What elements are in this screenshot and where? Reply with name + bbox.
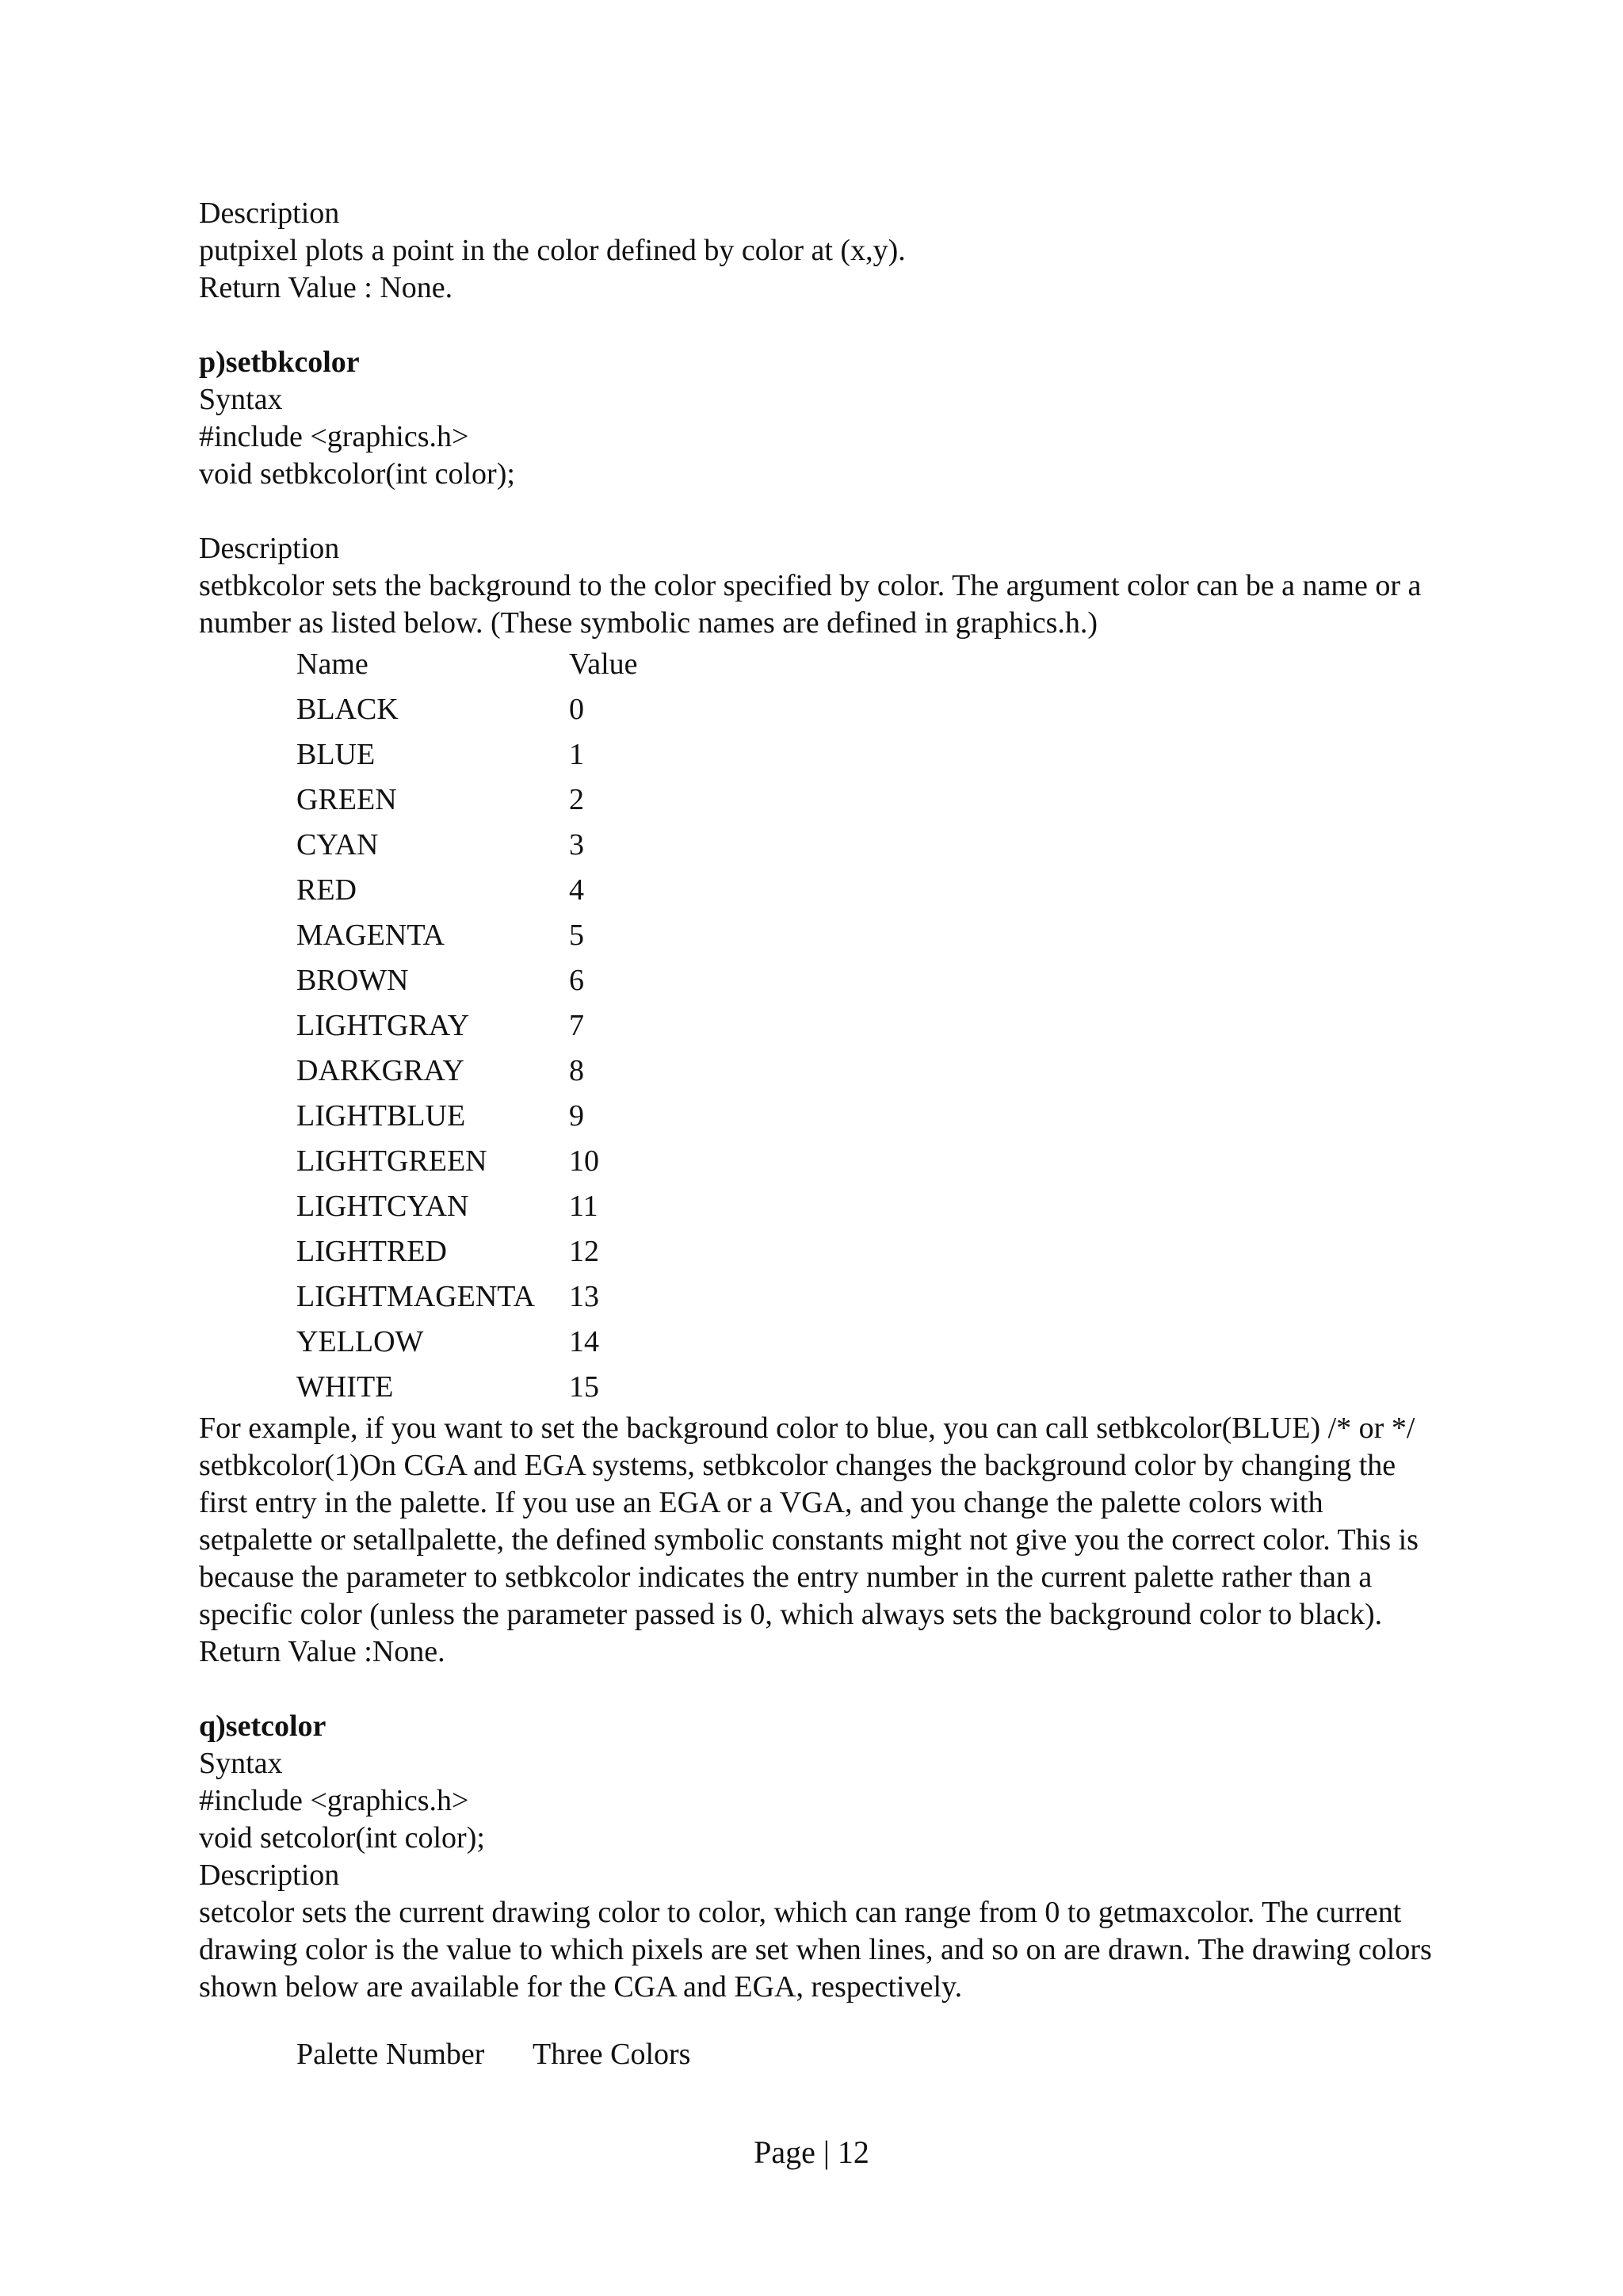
palette-number-header: Palette Number bbox=[296, 2038, 485, 2071]
putpixel-description-heading: Description bbox=[199, 197, 340, 230]
putpixel-description-text: putpixel plots a point in the color defined by color at (x,y). bbox=[199, 234, 906, 267]
color-name-cell: LIGHTBLUE bbox=[296, 1099, 466, 1133]
table-row bbox=[296, 1049, 638, 1094]
setbkcolor-syntax-label: Syntax bbox=[199, 383, 283, 416]
table-row bbox=[296, 913, 638, 958]
color-name-cell: LIGHTGREEN bbox=[296, 1144, 487, 1178]
color-name-cell: BLUE bbox=[296, 738, 376, 771]
setcolor-include-line: #include <graphics.h> bbox=[199, 1784, 469, 1817]
setcolor-prototype: void setcolor(int color); bbox=[199, 1821, 485, 1855]
color-name-cell: LIGHTCYAN bbox=[296, 1190, 469, 1223]
setcolor-title: q)setcolor bbox=[199, 1710, 327, 1743]
color-value-cell: 0 bbox=[569, 693, 584, 726]
setbkcolor-description-text: setbkcolor sets the background to the color specified by color. The argument color can be a name or a number as listed below. (These symbolic names are defined in graphics.h.) bbox=[199, 569, 1422, 640]
color-value-cell: 8 bbox=[569, 1054, 584, 1087]
table-row bbox=[296, 1365, 638, 1410]
color-name-cell: LIGHTMAGENTA bbox=[296, 1280, 535, 1313]
three-colors-header: Three Colors bbox=[533, 2038, 691, 2071]
table-row bbox=[296, 1139, 638, 1184]
color-value-cell: 5 bbox=[569, 919, 584, 952]
table-row bbox=[296, 958, 638, 1003]
setbkcolor-after-table-text: For example, if you want to set the background color to blue, you can call setbkcolor(BLUE) /* or */ setbkcolor(1)On CGA and EGA systems, setbkcolor changes the background color by changing the first entry in the palette. If you use an EGA or a VGA, and you change the palette colors with setpalette or setallpalette, the defined symbolic constants might not give you the correct color. This is because the parameter to setbkcolor indicates the entry number in the current palette rather than a specific color (unless the parameter passed is 0, which always sets the background color to black). bbox=[199, 1412, 1419, 1631]
table-row bbox=[296, 1320, 638, 1365]
table-row bbox=[296, 777, 638, 823]
table-row bbox=[296, 732, 638, 777]
putpixel-return-value: Return Value : None. bbox=[199, 271, 453, 304]
spacer bbox=[199, 1671, 1435, 1708]
color-value-table bbox=[296, 642, 638, 1410]
table-row bbox=[296, 1229, 638, 1274]
table-row bbox=[296, 1274, 638, 1320]
color-name-cell: MAGENTA bbox=[296, 919, 445, 952]
table-row bbox=[296, 1184, 638, 1229]
table-row bbox=[296, 823, 638, 868]
color-value-cell: 2 bbox=[569, 783, 584, 816]
color-value-cell: 15 bbox=[569, 1370, 599, 1404]
color-value-cell: 11 bbox=[569, 1190, 598, 1223]
setbkcolor-title: p)setbkcolor bbox=[199, 346, 360, 379]
color-value-cell: 14 bbox=[569, 1325, 599, 1358]
color-name-cell: Name bbox=[296, 648, 369, 681]
table-row bbox=[296, 1094, 638, 1139]
spacer bbox=[199, 307, 1435, 344]
color-value-cell: 6 bbox=[569, 964, 584, 997]
color-value-cell: 1 bbox=[569, 738, 584, 771]
table-row bbox=[296, 868, 638, 913]
setbkcolor-return-value: Return Value :None. bbox=[199, 1635, 445, 1668]
color-value-cell: 13 bbox=[569, 1280, 599, 1313]
color-value-cell: 10 bbox=[569, 1144, 599, 1178]
color-name-cell: CYAN bbox=[296, 828, 379, 861]
color-value-cell: 12 bbox=[569, 1235, 599, 1268]
document-page bbox=[199, 195, 1435, 2103]
palette-table-header bbox=[296, 2036, 1435, 2073]
color-value-cell: 3 bbox=[569, 828, 584, 861]
setbkcolor-prototype: void setbkcolor(int color); bbox=[199, 457, 515, 491]
color-value-cell: 7 bbox=[569, 1009, 584, 1042]
table-header-row bbox=[296, 642, 638, 687]
page-number: Page | 12 bbox=[754, 2134, 869, 2170]
color-name-cell: BLACK bbox=[296, 693, 399, 726]
color-name-cell: DARKGRAY bbox=[296, 1054, 464, 1087]
setbkcolor-description-heading: Description bbox=[199, 532, 340, 565]
spacer bbox=[199, 493, 1435, 530]
setcolor-description-text: setcolor sets the current drawing color to color, which can range from 0 to getmaxcolor. The current drawing color is the value to which pixels are set when lines, and so on are drawn. The drawing colors shown below are available for the CGA and EGA, respectively. bbox=[199, 1896, 1432, 2004]
setcolor-description-heading: Description bbox=[199, 1859, 340, 1892]
color-name-cell: LIGHTGRAY bbox=[296, 1009, 470, 1042]
setbkcolor-include-line: #include <graphics.h> bbox=[199, 420, 469, 453]
color-name-cell: BROWN bbox=[296, 964, 409, 997]
color-name-cell: RED bbox=[296, 873, 357, 907]
color-value-cell: Value bbox=[569, 648, 638, 681]
setcolor-syntax-label: Syntax bbox=[199, 1747, 283, 1780]
color-value-cell: 4 bbox=[569, 873, 584, 907]
table-row bbox=[296, 687, 638, 732]
color-value-cell: 9 bbox=[569, 1099, 584, 1133]
color-name-cell: WHITE bbox=[296, 1370, 394, 1404]
table-row bbox=[296, 1003, 638, 1049]
color-name-cell: LIGHTRED bbox=[296, 1235, 447, 1268]
color-name-cell: GREEN bbox=[296, 783, 397, 816]
color-name-cell: YELLOW bbox=[296, 1325, 424, 1358]
